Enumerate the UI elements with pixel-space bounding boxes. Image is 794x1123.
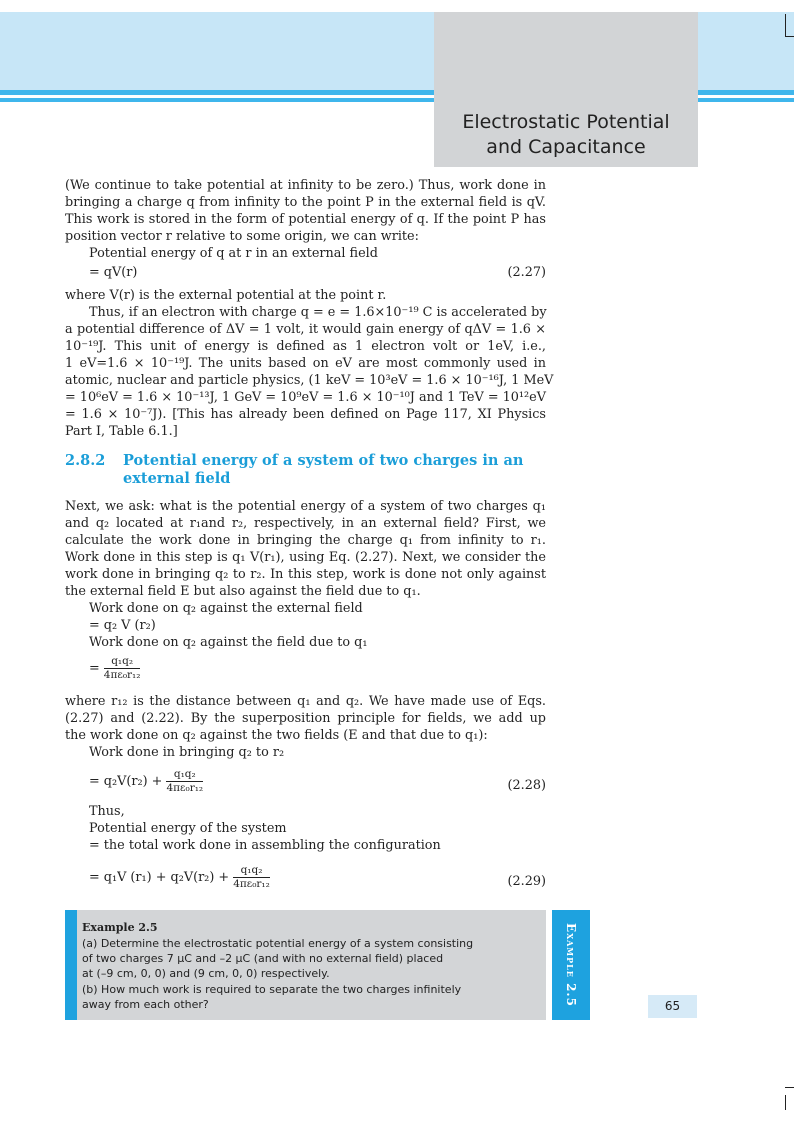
fraction bbox=[104, 655, 141, 682]
equation-text: = q₂V(r₂) + bbox=[89, 774, 163, 789]
body-text-line: where V(r) is the external potential at the point r. bbox=[65, 288, 387, 303]
example-line: at (–9 cm, 0, 0) and (9 cm, 0, 0) respectively. bbox=[82, 967, 330, 980]
work-label: Work done on q₂ against the external field bbox=[89, 601, 363, 616]
body-text-line: 10⁻¹⁹J. This unit of energy is defined as 1 electron volt or 1eV, i.e., bbox=[65, 339, 546, 354]
body-text-line: Part I, Table 6.1.] bbox=[65, 424, 178, 439]
example-accent-bar bbox=[65, 910, 77, 1020]
fraction bbox=[233, 864, 270, 891]
fraction-denominator: 4πε₀r₁₂ bbox=[103, 669, 141, 681]
body-text-line: Thus, bbox=[89, 804, 125, 819]
equation-number: (2.29) bbox=[507, 874, 546, 889]
body-text-line: and q₂ located at r₁and r₂, respectively, in an external field? First, we bbox=[65, 516, 546, 531]
section-heading bbox=[65, 452, 546, 488]
body-text-line: = 10⁶eV = 1.6 × 10⁻¹³J, 1 GeV = 10⁹eV = 1.6 × 10⁻¹⁰J and 1 TeV = 10¹²eV bbox=[65, 390, 546, 405]
crop-mark bbox=[785, 36, 794, 37]
chapter-title-line2: and Capacitance bbox=[486, 136, 646, 158]
body-text-line: (2.27) and (2.22). By the superposition principle for fields, we add up bbox=[65, 711, 546, 726]
crop-mark bbox=[785, 1087, 794, 1088]
equation-2-28 bbox=[65, 768, 546, 795]
header-stripe bbox=[698, 98, 794, 102]
body-text-line: a potential difference of ΔV = 1 volt, it would gain energy of qΔV = 1.6 × bbox=[65, 322, 546, 337]
equation-text: = qV(r) bbox=[89, 265, 138, 280]
body-text-line: = the total work done in assembling the configuration bbox=[89, 838, 441, 853]
body-text-line: 1 eV=1.6 × 10⁻¹⁹J. The units based on eV are most commonly used in bbox=[65, 356, 546, 371]
crop-mark bbox=[785, 14, 786, 36]
fraction bbox=[166, 768, 203, 795]
equation-number: (2.28) bbox=[507, 778, 546, 793]
work-label: Work done on q₂ against the field due to q₁ bbox=[89, 635, 368, 650]
body-text-line: Next, we ask: what is the potential energy of a system of two charges q₁ bbox=[65, 499, 546, 514]
body-text-line: the external field E but also against the field due to q₁. bbox=[65, 584, 421, 599]
example-line: away from each other? bbox=[82, 998, 209, 1011]
body-text-line: where r₁₂ is the distance between q₁ and q₂. We have made use of Eqs. bbox=[65, 694, 546, 709]
section-title-line1: Potential energy of a system of two charges in an bbox=[123, 452, 524, 469]
body-text-line: Thus, if an electron with charge q = e = 1.6×10⁻¹⁹ C is accelerated by bbox=[89, 305, 547, 320]
body-text-line: (We continue to take potential at infinity to be zero.) Thus, work done in bbox=[65, 178, 546, 193]
equals-sign: = bbox=[89, 661, 104, 676]
crop-mark bbox=[785, 1095, 786, 1110]
example-tab-text: Example 2.5 bbox=[564, 923, 578, 1007]
body-text-line: atomic, nuclear and particle physics, (1 keV = 10³eV = 1.6 × 10⁻¹⁶J, 1 MeV bbox=[65, 373, 554, 388]
example-line: of two charges 7 μC and –2 μC (and with no external field) placed bbox=[82, 952, 444, 965]
work-label: Work done in bringing q₂ to r₂ bbox=[89, 745, 285, 760]
fraction-numerator: q₁q₂ bbox=[104, 655, 141, 669]
body-text-line: work done in bringing q₂ to r₂. In this step, work is done not only against bbox=[65, 567, 546, 582]
fraction-equation bbox=[65, 655, 546, 682]
body-text-line: bringing a charge q from infinity to the point P in the external field is qV. bbox=[65, 195, 546, 210]
body-text-line: the work done on q₂ against the two fields (E and that due to q₁): bbox=[65, 728, 488, 743]
work-equation: = q₂ V (r₂) bbox=[89, 618, 156, 633]
body-text-line: position vector r relative to some origin, we can write: bbox=[65, 229, 419, 244]
body-text-line: calculate the work done in bringing the charge q₁ from infinity to r₁. bbox=[65, 533, 546, 548]
equation-number: (2.27) bbox=[507, 265, 546, 280]
body-text-line: Work done in this step is q₁ V(r₁), using Eq. (2.27). Next, we consider the bbox=[65, 550, 546, 565]
page-number: 65 bbox=[664, 999, 681, 1013]
equation-label: Potential energy of q at r in an external field bbox=[89, 246, 378, 261]
fraction-numerator: q₁q₂ bbox=[166, 768, 203, 782]
body-text-line: = 1.6 × 10⁻⁷J). [This has already been defined on Page 117, XI Physics bbox=[65, 407, 546, 422]
example-line: (b) How much work is required to separate the two charges infinitely bbox=[82, 983, 462, 996]
body-text-line: Potential energy of the system bbox=[89, 821, 287, 836]
section-title-line2: external field bbox=[123, 470, 231, 487]
equation-2-29 bbox=[65, 864, 546, 891]
fraction-numerator: q₁q₂ bbox=[233, 864, 270, 878]
chapter-title-line1: Electrostatic Potential bbox=[462, 111, 670, 133]
example-title: Example 2.5 bbox=[82, 921, 158, 934]
fraction-denominator: 4πε₀r₁₂ bbox=[166, 782, 204, 794]
header-stripe bbox=[698, 90, 794, 95]
fraction-denominator: 4πε₀r₁₂ bbox=[233, 878, 270, 890]
header-stripe bbox=[0, 90, 434, 95]
chapter-title bbox=[434, 110, 698, 160]
equation-text: = q₁V (r₁) + q₂V(r₂) + bbox=[89, 870, 230, 885]
equation-2-27 bbox=[65, 264, 546, 281]
section-number: 2.8.2 bbox=[65, 452, 106, 469]
example-side-tab-label bbox=[552, 910, 590, 1020]
header-stripe bbox=[0, 98, 434, 102]
example-line: (a) Determine the electrostatic potential energy of a system consisting bbox=[82, 937, 474, 950]
body-text-line: This work is stored in the form of potential energy of q. If the point P has bbox=[65, 212, 546, 227]
